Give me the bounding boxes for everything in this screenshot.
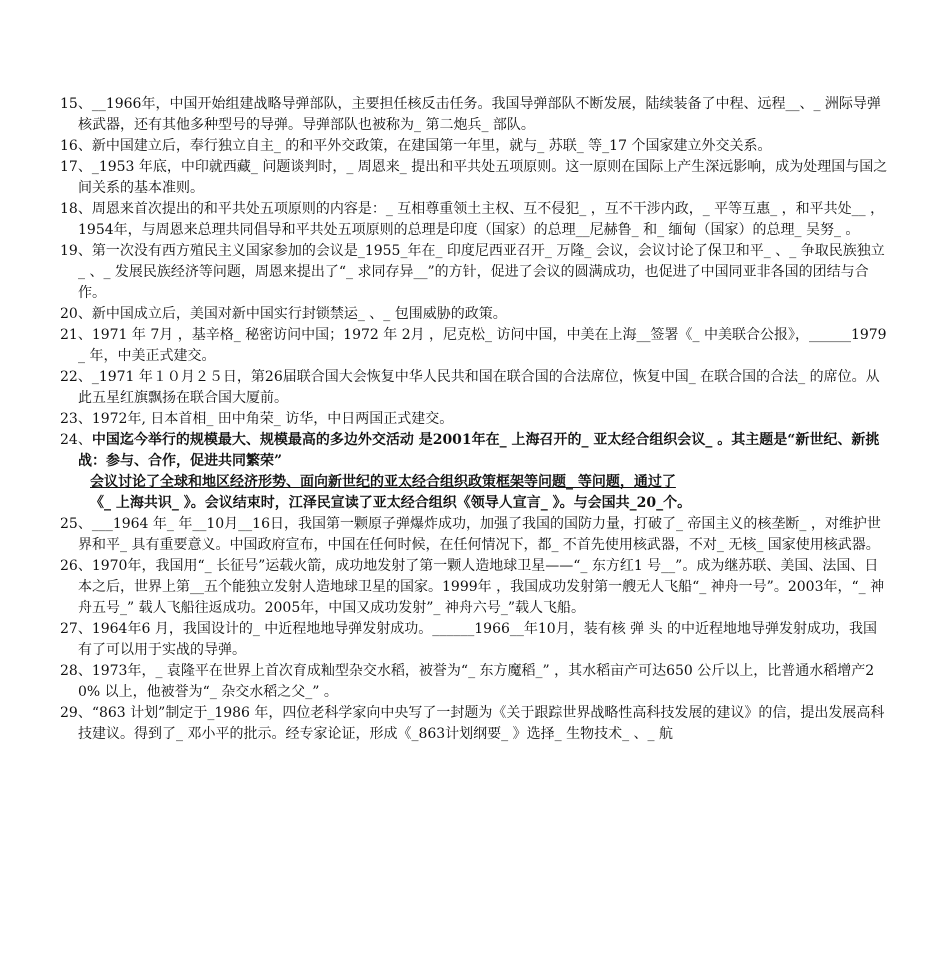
list-item: 28、1973年，_ 袁隆平在世界上首次育成籼型杂交水稻，被誉为“_ 东方魔稻_” ，其水稻亩产可达650 公斤以上，比普通水稻增产20% 以上，他被誉为“_ 杂交水稻之父_” 。 xyxy=(60,663,875,700)
list-item: 25、___1964 年_ 年__10月__16日，我国第一颗原子弹爆炸成功，加强了我国的国防力量，打破了_ 帝国主义的核垄断_ ，对维护世界和平_ 具有重要意义。中国政府宣布，中国在任何时候，在任何情况下，都_ 不首先使用核武器，不对_ 无核_ 国家使用核武器。 xyxy=(60,516,881,553)
list-item: 23、1972年, 日本首相_ 田中角荣_ 访华，中日两国正式建交。 xyxy=(60,411,454,427)
list-item: 17、_1953 年底，中印就西藏_ 问题谈判时，_ 周恩来_ 提出和平共处五项原则。这一原则在国际上产生深远影响，成为处理国与国之间关系的基本准则。 xyxy=(60,159,888,196)
list-item-continuation: 《_ 上海共识_ 》。会议结束时，江泽民宣读了亚太经合组织《领导人宣言_ 》。与会国共_20_个。 xyxy=(90,495,692,511)
list-item: 24、中国迄今举行的规模最大、规模最高的多边外交活动 是2001年在_ 上海召开的_ 亚太经合组织会议_ 。其主题是“新世纪、新挑战：参与、合作，促进共同繁荣” xyxy=(60,432,880,469)
list-item: 19、第一次没有西方殖民主义国家参加的会议是_1955_年在_ 印度尼西亚召开_ 万隆_ 会议，会议讨论了保卫和平_ 、_ 争取民族独立_ 、_ 发展民族经济等问题，周恩来提出了“_ 求同存异__”的方针，促进了会议的圆满成功，也促进了中国同亚非各国的团结与合作。 xyxy=(60,243,885,301)
list-item-continuation: 会议讨论了全球和地区经济形势、面向新世纪的亚太经合组织政策框架等问题_ 等问题，通过了 xyxy=(90,474,676,490)
list-item: 27、1964年6 月，我国设计的_ 中近程地地导弹发射成功。______1966__年10月，装有核 弹 头 的中近程地地导弹发射成功，我国有了可以用于实战的导弹。 xyxy=(60,621,878,658)
list-item: 22、_1971 年１０月２５日，第26届联合国大会恢复中华人民共和国在联合国的合法席位，恢复中国_ 在联合国的合法_ 的席位。从此五星红旗飘扬在联合国大厦前。 xyxy=(60,369,880,406)
list-item: 16、新中国建立后，奉行独立自主_ 的和平外交政策，在建国第一年里，就与_ 苏联_ 等_17 个国家建立外交关系。 xyxy=(60,138,772,154)
list-item: 18、周恩来首次提出的和平共处五项原则的内容是：_ 互相尊重领土主权、互不侵犯_ ，互不干涉内政，_ 平等互惠_ ，和平共处__ ，1954年，与周恩来总理共同倡导和平共处五项原则的总理是印度（国家）的总理__尼赫鲁_ 和_ 缅甸（国家）的总理_ 吴努_ 。 xyxy=(60,201,885,238)
list-item: 26、1970年，我国用“_ 长征号”运载火箭，成功地发射了第一颗人造地球卫星——“_ 东方红1 号__”。成为继苏联、美国、法国、日本之后，世界上第__五个能独立发射人造地球卫星的国家。1999年 ，我国成功发射第一艘无人飞船“_ 神舟一号”。2003年，“_ 神舟五号_” 载人飞船往返成功。2005年，中国又成功发射”_ 神舟六号_”载人飞船。 xyxy=(60,558,885,616)
document-page xyxy=(60,94,890,745)
list-item: 15、__1966年，中国开始组建战略导弹部队，主要担任核反击任务。我国导弹部队不断发展，陆续装备了中程、远程__、_ 洲际导弹核武器，还有其他多种型号的导弹。导弹部队也被称为_ 第二炮兵_ 部队。 xyxy=(60,96,881,133)
list-item: 21、1971 年 7月 ，基辛格_ 秘密访问中国；1972 年 2月 ，尼克松_ 访问中国，中美在上海__签署《_ 中美联合公报》，______1979_ 年，中美正式建交。 xyxy=(60,327,887,364)
list-item: 20、新中国成立后，美国对新中国实行封锁禁运_ 、_ 包围威胁的政策。 xyxy=(60,306,507,322)
list-item: 29、“863 计划”制定于_1986 年，四位老科学家向中央写了一封题为《关于跟踪世界战略性高科技发展的建议》的信，提出发展高科技建议。得到了_ 邓小平的批示。经专家论证，形成《_863计划纲要_ 》选择_ 生物技术_ 、_ 航 xyxy=(60,705,885,742)
